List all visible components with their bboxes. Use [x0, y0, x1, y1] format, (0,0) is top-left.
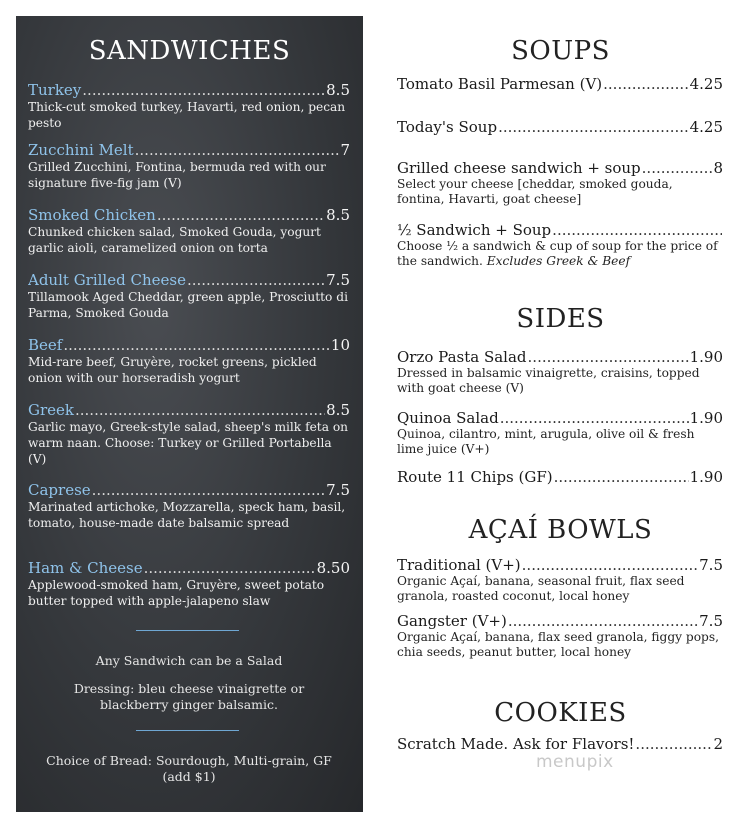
item-description: Organic Açaí, banana, flax seed granola, figgy pops, chia seeds, peanut butter, local honey [397, 630, 719, 659]
item-price: 2 [713, 736, 723, 753]
sides-title: SIDES [516, 304, 605, 334]
menu-item-route-11-chips [397, 469, 723, 486]
item-name: Turkey [28, 82, 82, 99]
item-description: Tillamook Aged Cheddar, green apple, Prosciutto di Parma, Smoked Gouda [28, 290, 348, 320]
item-name: Grilled cheese sandwich + soup [397, 160, 641, 177]
menu-item-quinoa-salad [397, 410, 723, 457]
item-description: Chunked chicken salad, Smoked Gouda, yogurt garlic aioli, caramelized onion on torta [28, 225, 321, 255]
item-name: ½ Sandwich + Soup [397, 222, 552, 239]
menu-item-ham-and-cheese [28, 560, 350, 609]
item-price: 1.90 [689, 469, 723, 486]
item-price: 8 [713, 160, 723, 177]
salad-note: Any Sandwich can be a Salad [95, 653, 283, 668]
item-name: Tomato Basil Parmesan (V) [397, 76, 603, 93]
menu-item-tomato-basil-parmesan [397, 76, 723, 93]
item-description: Quinoa, cilantro, mint, arugula, olive oil & fresh lime juice (V+) [397, 427, 695, 456]
menu-item-greek [28, 402, 350, 467]
item-description: Garlic mayo, Greek-style salad, sheep's milk feta on warm naan. Choose: Turkey or Grilled Portabella (V) [28, 420, 349, 466]
item-name: Adult Grilled Cheese [28, 272, 186, 289]
dressing-note: Dressing: bleu cheese vinaigrette or blackberry ginger balsamic. [73, 681, 305, 712]
bread-note: Choice of Bread: Sourdough, Multi-grain, GF (add $1) [46, 753, 332, 784]
item-price: 7.5 [699, 613, 723, 630]
item-price: 7 [340, 142, 350, 159]
item-name: Beef [28, 337, 63, 354]
menu-item-smoked-chicken [28, 207, 350, 256]
menu-item-half-sandwich-soup [397, 222, 723, 269]
sandwiches-board [16, 16, 363, 812]
item-description: Select your cheese [cheddar, smoked gouda, fontina, Havarti, goat cheese] [397, 177, 673, 206]
item-description: Dressed in balsamic vinaigrette, craisins, topped with goat cheese (V) [397, 366, 700, 395]
item-name: Caprese [28, 482, 91, 499]
item-description: Marinated artichoke, Mozzarella, speck ham, basil, tomato, house-made date balsamic spread [28, 500, 346, 530]
divider [136, 730, 239, 731]
item-price: 4.25 [689, 76, 723, 93]
item-name: Zucchini Melt [28, 142, 134, 159]
item-name: Smoked Chicken [28, 207, 156, 224]
item-price: 10 [330, 337, 350, 354]
menupix-watermark: menupix [536, 752, 614, 772]
item-name: Ham & Cheese [28, 560, 143, 577]
acai-bowls-title: AÇAÍ BOWLS [468, 515, 653, 545]
item-description: Organic Açaí, banana, seasonal fruit, flax seed granola, roasted coconut, local honey [397, 574, 685, 603]
item-price: 8.5 [326, 207, 350, 224]
menu-item-zucchini-melt [28, 142, 350, 191]
menu-item-gangster-acai [397, 613, 723, 660]
item-name: Greek [28, 402, 74, 419]
item-price: 8.50 [316, 560, 350, 577]
sandwiches-title: SANDWICHES [88, 36, 291, 66]
item-description: Mid-rare beef, Gruyère, rocket greens, pickled onion with our horseradish yogurt [28, 355, 317, 385]
item-price: 7.5 [326, 482, 350, 499]
menu-item-caprese [28, 482, 350, 531]
item-description: Applewood-smoked ham, Gruyère, sweet potato butter topped with apple-jalapeno slaw [28, 578, 325, 608]
item-name: Orzo Pasta Salad [397, 349, 527, 366]
item-name: Route 11 Chips (GF) [397, 469, 553, 486]
menu-item-cookies [397, 736, 723, 753]
item-price: 8.5 [326, 82, 350, 99]
item-price: 4.25 [689, 119, 723, 136]
item-price: 7.5 [699, 557, 723, 574]
item-name: Scratch Made. Ask for Flavors! [397, 736, 635, 753]
menu-item-turkey [28, 82, 350, 131]
menu-item-beef [28, 337, 350, 386]
item-exclusion: Excludes Greek & Beef [486, 254, 631, 268]
item-description: Grilled Zucchini, Fontina, bermuda red with our signature five-fig jam (V) [28, 160, 326, 190]
item-name: Quinoa Salad [397, 410, 499, 427]
item-description: Choose ½ a sandwich & cup of soup for the price of the sandwich. Excludes Greek & Beef [397, 239, 718, 268]
cookies-title: COOKIES [494, 698, 627, 728]
item-price: 1.90 [689, 410, 723, 427]
item-price: 7.5 [326, 272, 350, 289]
menu-item-orzo-pasta-salad [397, 349, 723, 396]
menu-item-todays-soup [397, 119, 723, 136]
item-price: 1.90 [689, 349, 723, 366]
menu-item-adult-grilled-cheese [28, 272, 350, 321]
item-name: Today's Soup [397, 119, 498, 136]
item-price: 8.5 [326, 402, 350, 419]
item-name: Traditional (V+) [397, 557, 521, 574]
item-name: Gangster (V+) [397, 613, 507, 630]
item-description: Thick-cut smoked turkey, Havarti, red onion, pecan pesto [28, 100, 346, 130]
menu-item-traditional-acai [397, 557, 723, 604]
menu-item-grilled-cheese-soup [397, 160, 723, 207]
soups-title: SOUPS [511, 36, 610, 66]
divider [136, 630, 239, 631]
